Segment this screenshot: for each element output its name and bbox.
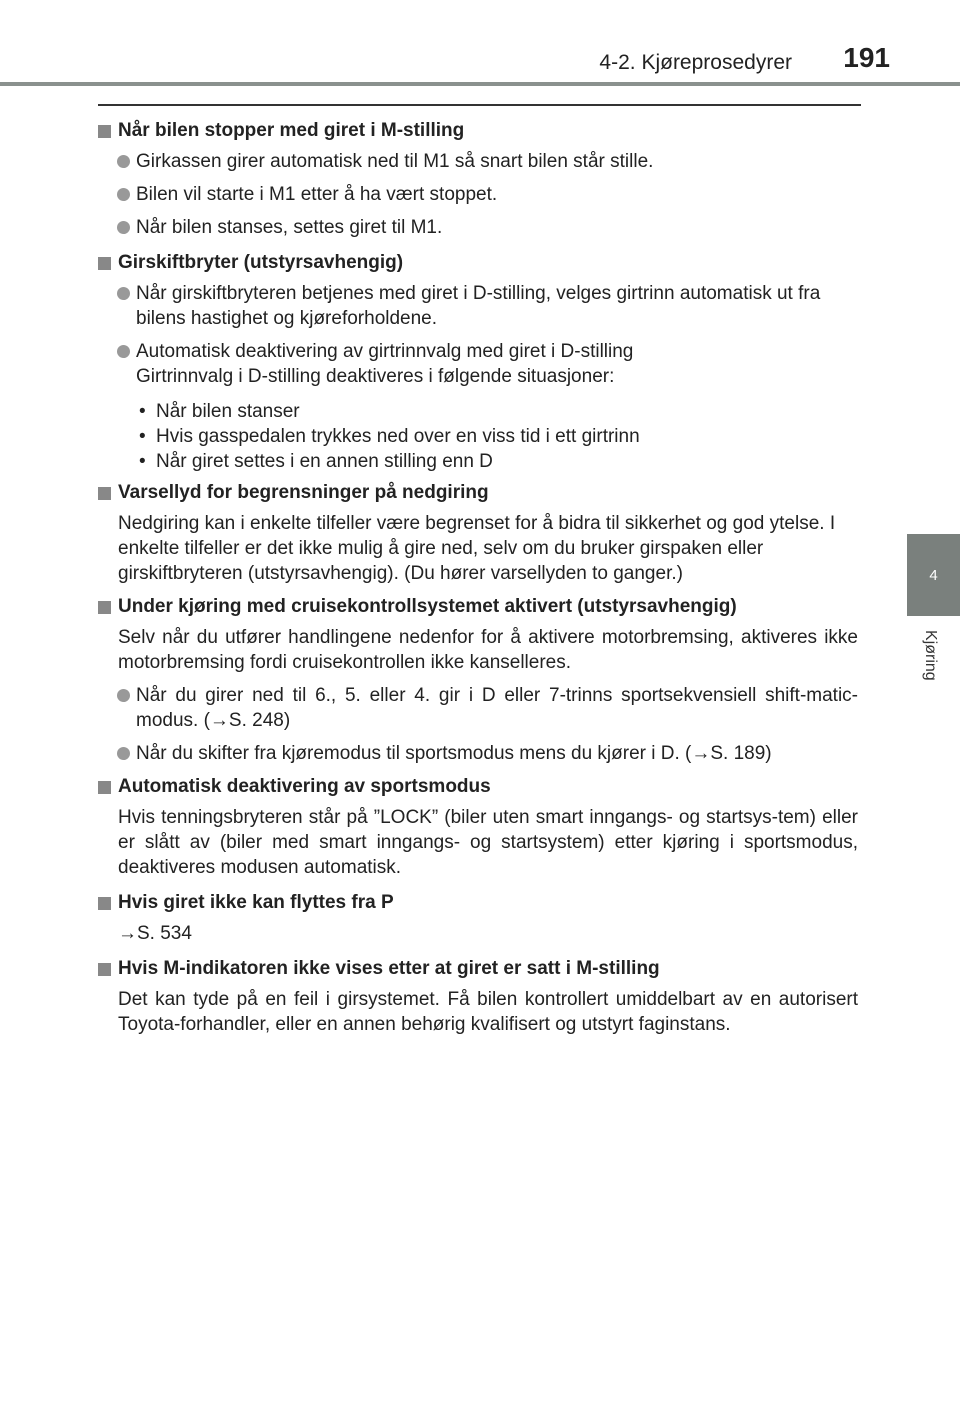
chapter-tab — [907, 534, 960, 616]
chapter-label-text: Kjøring — [922, 630, 939, 681]
list-item: Automatisk deaktivering av girtrinnvalg med giret i D-stilling Girtrinnvalg i D-stilling deaktiveres i følgende situasjoner: — [98, 339, 858, 389]
sub-list-item: • Hvis gasspedalen trykkes ned over en viss tid i ett girtrinn — [139, 426, 640, 447]
circle-bullet-icon — [117, 287, 130, 300]
paragraph: Hvis tenningsbryteren står på ”LOCK” (biler uten smart inngangs- og startsys-tem) eller er slått av (biler med smart inngangs- og startsystem) etter kjøring i sportsmodus, deaktiveres modusen automatisk. — [118, 807, 858, 878]
circle-bullet-icon — [117, 221, 130, 234]
dot-marker: • — [139, 451, 146, 472]
paragraph: Det kan tyde på en feil i girsystemet. Få bilen kontrollert umiddelbart av en autorisert Toyota-forhandler, eller en annen behørig kvalifisert og utstyrt faginstans. — [118, 989, 858, 1035]
square-bullet-icon — [98, 601, 111, 614]
list-item: Når bilen stanses, settes giret til M1. — [98, 215, 858, 240]
list-item: Girkassen girer automatisk ned til M1 så snart bilen står stille. — [98, 149, 858, 174]
section-heading: Når bilen stopper med giret i M-stilling — [98, 118, 858, 143]
page-header — [0, 0, 960, 90]
paragraph: →S. 534 — [118, 923, 192, 944]
header-divider — [0, 82, 960, 86]
section-heading: Automatisk deaktivering av sportsmodus — [98, 774, 858, 799]
chapter-number: 4 — [929, 566, 938, 584]
section-heading: Hvis giret ikke kan flyttes fra P — [98, 890, 858, 915]
paragraph: Selv når du utfører handlingene nedenfor for å aktivere motorbremsing, aktiveres ikke motorbremsing fordi cruisekontrollen ikke kanselleres. — [118, 627, 858, 673]
main-content — [98, 112, 858, 1037]
circle-bullet-icon — [117, 155, 130, 168]
circle-bullet-icon — [117, 747, 130, 760]
sub-list-item: • Når bilen stanser — [139, 401, 300, 422]
square-bullet-icon — [98, 963, 111, 976]
circle-bullet-icon — [117, 188, 130, 201]
square-bullet-icon — [98, 257, 111, 270]
square-bullet-icon — [98, 125, 111, 138]
paragraph: Nedgiring kan i enkelte tilfeller være begrenset for å bidra til sikkerhet og god ytelse. I enkelte tilfeller er det ikke mulig å gire ned, selv om du bruker girspaken eller girskiftbryteren (utstyrsavhengig). (Du hører varsellyden to ganger.) — [118, 513, 836, 584]
dot-marker: • — [139, 401, 146, 422]
circle-bullet-icon — [117, 689, 130, 702]
section-title: 4-2. Kjøreprosedyrer — [599, 51, 792, 74]
square-bullet-icon — [98, 781, 111, 794]
page-number: 191 — [843, 42, 890, 73]
list-item: Når du girer ned til 6., 5. eller 4. gir i D eller 7-trinns sportsekvensiell shift-matic-modus. (→S. 248) — [98, 683, 858, 733]
list-item: Når girskiftbryteren betjenes med giret i D-stilling, velges girtrinn automatisk ut fra bilens hastighet og kjøreforholdene. — [98, 281, 858, 331]
square-bullet-icon — [98, 897, 111, 910]
content-divider — [98, 104, 861, 106]
sub-list — [98, 399, 858, 474]
section-heading: Under kjøring med cruisekontrollsystemet aktivert (utstyrsavhengig) — [98, 594, 858, 619]
section-heading: Girskiftbryter (utstyrsavhengig) — [98, 250, 858, 275]
list-item: Når du skifter fra kjøremodus til sportsmodus mens du kjører i D. (→S. 189) — [98, 741, 858, 766]
dot-marker: • — [139, 426, 146, 447]
list-item: Bilen vil starte i M1 etter å ha vært stoppet. — [98, 182, 858, 207]
chapter-label — [900, 620, 960, 700]
section-heading: Varsellyd for begrensninger på nedgiring — [98, 480, 858, 505]
sub-list-item: • Når giret settes i en annen stilling enn D — [139, 451, 493, 472]
section-heading: Hvis M-indikatoren ikke vises etter at giret er satt i M-stilling — [98, 956, 858, 981]
circle-bullet-icon — [117, 345, 130, 358]
square-bullet-icon — [98, 487, 111, 500]
